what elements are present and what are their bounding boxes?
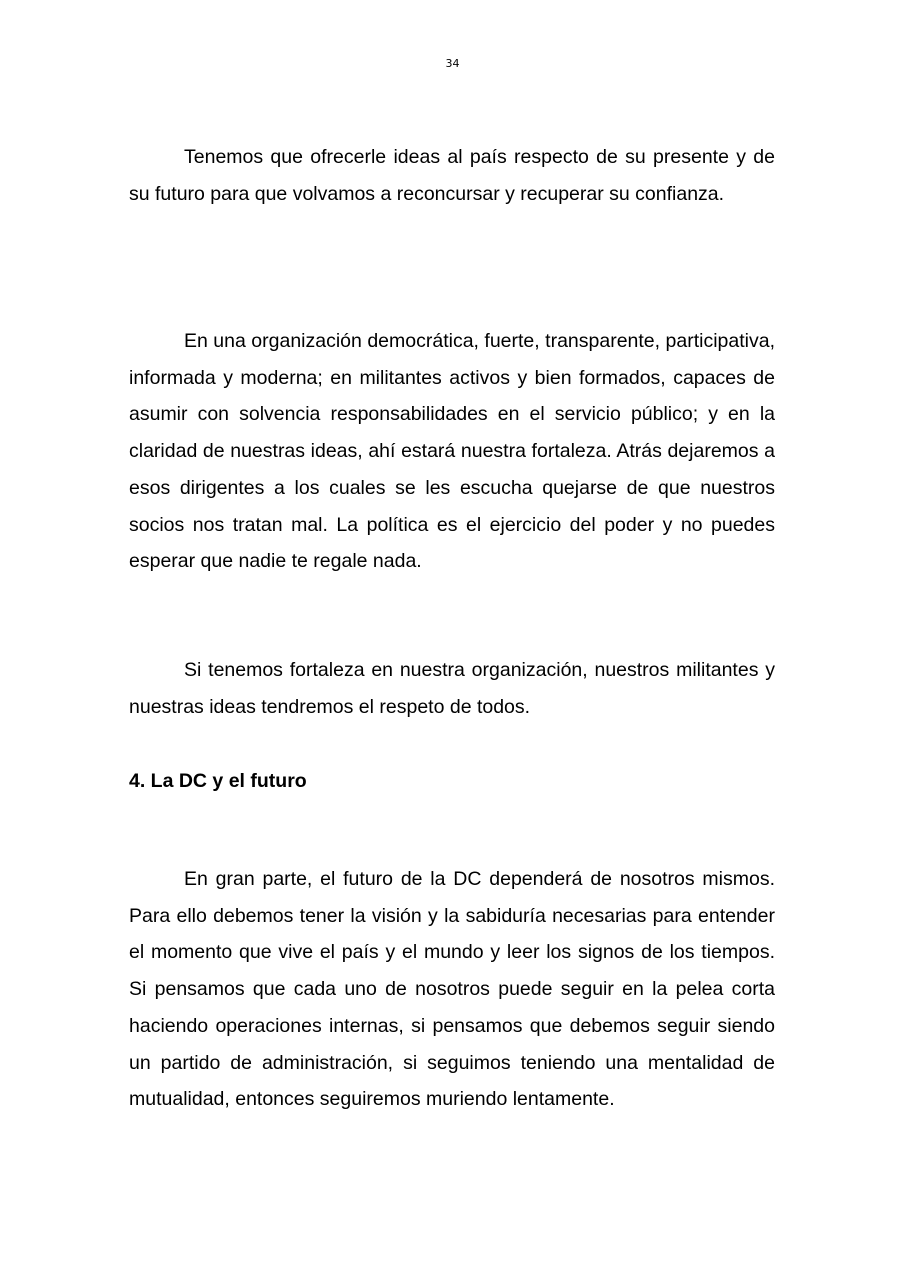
section-heading: 4. La DC y el futuro [129, 770, 307, 792]
paragraph-organizacion-democratica: En una organización democrática, fuerte, transparente, participativa, informada y moderna; en militantes activos y bien formados, capaces de asumir con solvencia responsabilidades en el servicio público; y en la claridad de nuestras ideas, ahí estará nuestra fortaleza. Atrás dejaremos a esos dirigentes a los cuales se les escucha quejarse de que nuestros socios nos tratan mal. La política es el ejercicio del poder y no puedes esperar que nadie te regale nada. [129, 330, 775, 573]
page-number: 34 [445, 57, 460, 70]
paragraph-ideas-para-el-pais: Tenemos que ofrecerle ideas al país respecto de su presente y de su futuro para que volvamos a reconcursar y recuperar su confianza. [129, 146, 775, 205]
paragraph-fortaleza: Si tenemos fortaleza en nuestra organización, nuestros militantes y nuestras ideas tendremos el respeto de todos. [129, 659, 775, 718]
paragraph-futuro-dc: En gran parte, el futuro de la DC dependerá de nosotros mismos. Para ello debemos tener la visión y la sabiduría necesarias para entender el momento que vive el país y el mundo y leer los signos de los tiempos. Si pensamos que cada uno de nosotros puede seguir en la pelea corta haciendo operaciones internas, si pensamos que debemos seguir siendo un partido de administración, si seguimos teniendo una mentalidad de mutualidad, entonces seguiremos muriendo lentamente. [129, 868, 775, 1111]
